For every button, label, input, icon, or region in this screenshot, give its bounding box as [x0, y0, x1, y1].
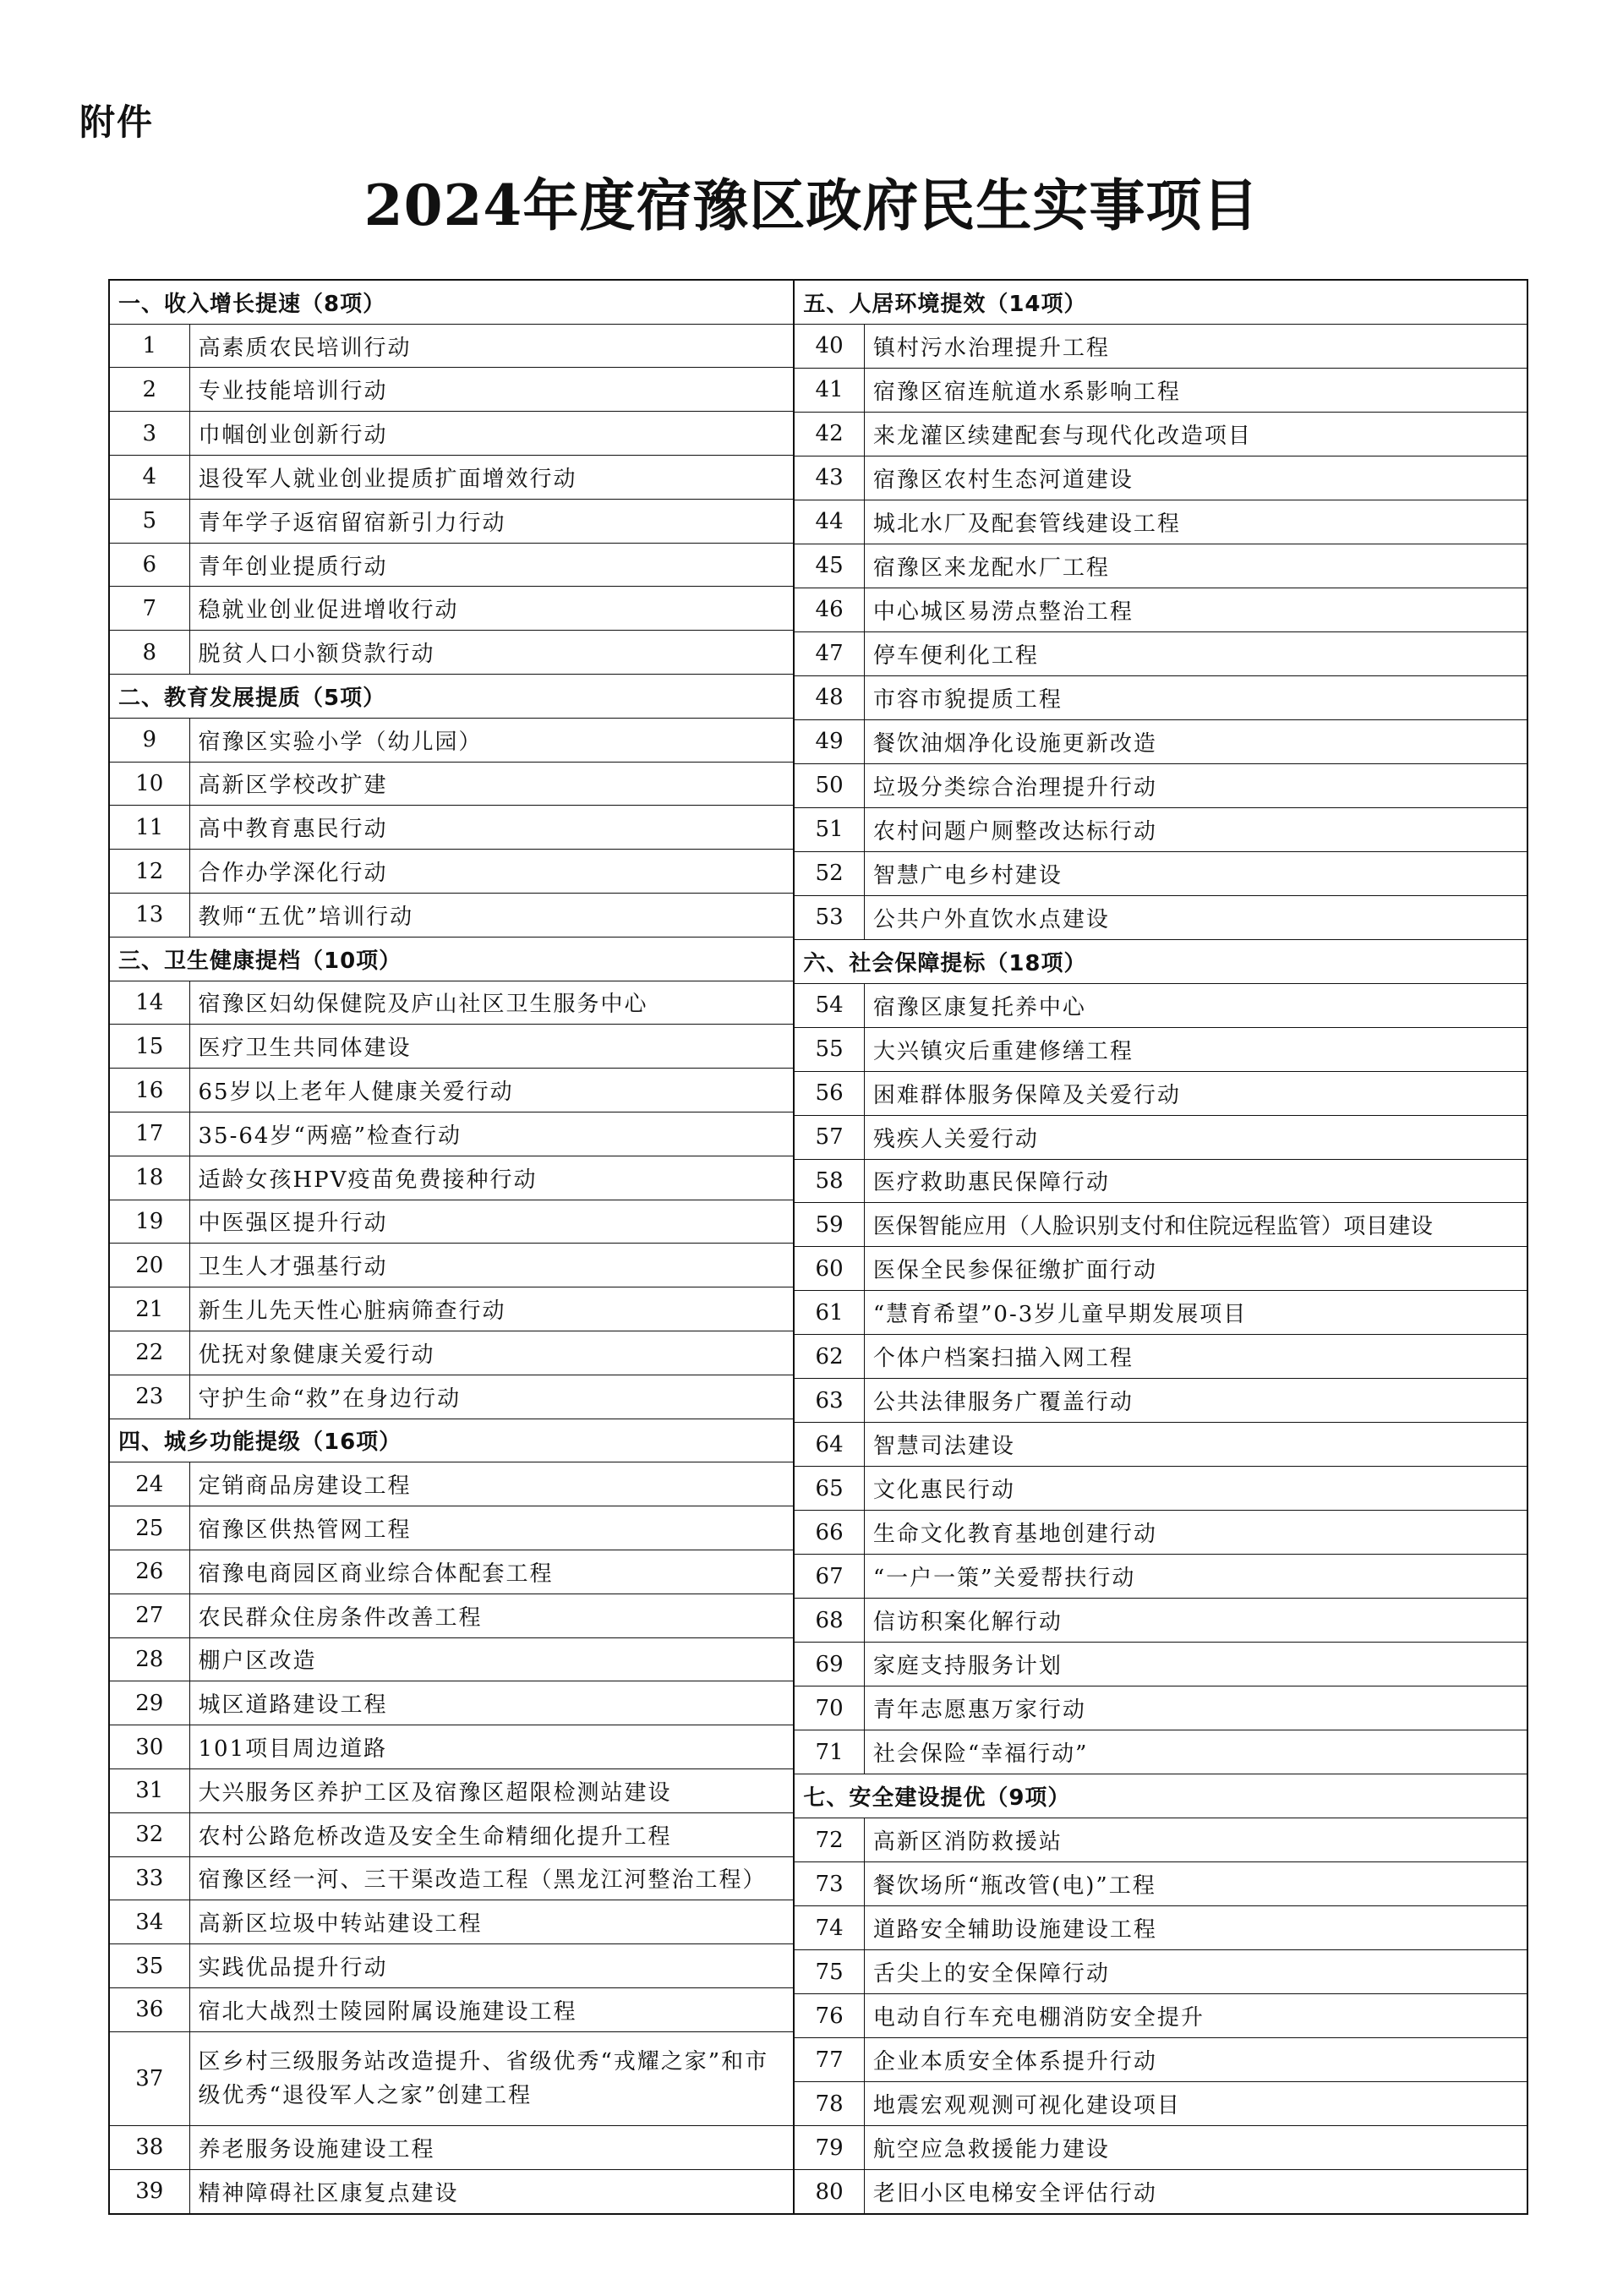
table-row — [795, 412, 1527, 456]
table-row — [795, 1862, 1527, 1906]
table-row — [110, 1768, 793, 1812]
item-number: 56 — [795, 1071, 864, 1115]
table-row — [795, 1994, 1527, 2038]
table-row — [110, 587, 793, 631]
item-number: 9 — [110, 718, 189, 762]
page-title: 2024年度宿豫区政府民生实事项目 — [363, 172, 1260, 238]
item-number: 33 — [110, 1856, 189, 1900]
item-number: 39 — [110, 2169, 189, 2213]
item-name: 城区道路建设工程 — [189, 1681, 793, 1725]
item-number: 26 — [110, 1550, 189, 1594]
item-number: 59 — [795, 1203, 864, 1247]
table-row — [110, 1287, 793, 1331]
table-row — [795, 544, 1527, 588]
item-name: 实践优品提升行动 — [189, 1944, 793, 1988]
item-name: 镇村污水治理提升工程 — [864, 324, 1527, 368]
table-row — [795, 675, 1527, 719]
table-row — [110, 1856, 793, 1900]
item-number: 80 — [795, 2170, 864, 2213]
item-name: 医疗救助惠民保障行动 — [864, 1159, 1527, 1203]
item-name: 公共法律服务广覆盖行动 — [864, 1379, 1527, 1423]
item-name: “慧育希望”0-3岁儿童早期发展项目 — [864, 1291, 1527, 1335]
item-name: 智慧广电乡村建设 — [864, 851, 1527, 895]
item-name: 餐饮场所“瓶改管(电)”工程 — [864, 1862, 1527, 1906]
table-row — [110, 456, 793, 500]
table-row — [110, 1025, 793, 1069]
item-name: 定销商品房建设工程 — [189, 1462, 793, 1506]
item-number: 72 — [795, 1818, 864, 1862]
item-number: 66 — [795, 1511, 864, 1555]
item-name: 高中教育惠民行动 — [189, 806, 793, 850]
item-number: 54 — [795, 983, 864, 1027]
item-number: 48 — [795, 675, 864, 719]
project-table — [108, 279, 1528, 2215]
item-number: 20 — [110, 1244, 189, 1287]
table-row — [795, 1643, 1527, 1686]
item-number: 62 — [795, 1335, 864, 1379]
item-number: 27 — [110, 1594, 189, 1637]
item-name: 来龙灌区续建配套与现代化改造项目 — [864, 412, 1527, 456]
item-name: 高新区学校改扩建 — [189, 762, 793, 806]
table-left-column — [110, 281, 795, 2213]
table-row — [795, 1906, 1527, 1950]
table-row — [795, 1379, 1527, 1423]
table-row — [110, 1112, 793, 1156]
category-row — [795, 1774, 1527, 1818]
table-row — [795, 1071, 1527, 1115]
item-number: 51 — [795, 807, 864, 851]
item-name: 棚户区改造 — [189, 1637, 793, 1681]
item-name: 企业本质安全体系提升行动 — [864, 2038, 1527, 2082]
item-number: 35 — [110, 1944, 189, 1988]
table-row — [795, 2126, 1527, 2170]
item-name: 老旧小区电梯安全评估行动 — [864, 2170, 1527, 2213]
item-number: 47 — [795, 631, 864, 675]
item-name: 合作办学深化行动 — [189, 850, 793, 894]
table-row — [110, 2031, 793, 2125]
category-row — [795, 939, 1527, 983]
item-number: 5 — [110, 499, 189, 543]
item-name: 生命文化教育基地创建行动 — [864, 1511, 1527, 1555]
item-name: 宿豫区来龙配水厂工程 — [864, 544, 1527, 588]
table-row — [110, 2125, 793, 2169]
item-name: 农民群众住房条件改善工程 — [189, 1594, 793, 1637]
item-name: 退役军人就业创业提质扩面增效行动 — [189, 456, 793, 500]
item-number: 68 — [795, 1599, 864, 1643]
table-row — [110, 499, 793, 543]
item-name: 高素质农民培训行动 — [189, 324, 793, 368]
table-row — [795, 1686, 1527, 1730]
item-name: 困难群体服务保障及关爱行动 — [864, 1071, 1527, 1115]
table-row — [795, 1818, 1527, 1862]
item-number: 13 — [110, 893, 189, 937]
table-row — [795, 631, 1527, 675]
item-name: 宿豫区妇幼保健院及庐山社区卫生服务中心 — [189, 981, 793, 1025]
item-number: 53 — [795, 895, 864, 939]
table-row — [110, 1244, 793, 1287]
item-number: 4 — [110, 456, 189, 500]
item-name: 精神障碍社区康复点建设 — [189, 2169, 793, 2213]
item-number: 71 — [795, 1730, 864, 1774]
item-name: 教师“五优”培训行动 — [189, 893, 793, 937]
item-number: 10 — [110, 762, 189, 806]
item-number: 28 — [110, 1637, 189, 1681]
item-number: 30 — [110, 1725, 189, 1769]
category-heading: 七、安全建设提优（9项） — [795, 1774, 1527, 1818]
item-name: 101项目周边道路 — [189, 1725, 793, 1769]
table-row — [110, 412, 793, 456]
item-number: 16 — [110, 1069, 189, 1112]
item-number: 6 — [110, 543, 189, 587]
item-number: 25 — [110, 1506, 189, 1550]
item-name: 垃圾分类综合治理提升行动 — [864, 763, 1527, 807]
table-row — [110, 1944, 793, 1988]
table-row — [795, 1247, 1527, 1291]
item-name: 停车便利化工程 — [864, 631, 1527, 675]
item-name: 宿豫区农村生态河道建设 — [864, 456, 1527, 500]
table-row — [795, 1599, 1527, 1643]
item-name: 农村公路危桥改造及安全生命精细化提升工程 — [189, 1812, 793, 1856]
category-row — [110, 1419, 793, 1462]
item-number: 78 — [795, 2082, 864, 2126]
table-row — [795, 1511, 1527, 1555]
table-row — [110, 1812, 793, 1856]
item-number: 22 — [110, 1331, 189, 1375]
item-number: 73 — [795, 1862, 864, 1906]
item-name: 医疗卫生共同体建设 — [189, 1025, 793, 1069]
table-row — [795, 1203, 1527, 1247]
item-number: 19 — [110, 1200, 189, 1244]
item-name: 社会保险“幸福行动” — [864, 1730, 1527, 1774]
item-name: 医保全民参保征缴扩面行动 — [864, 1247, 1527, 1291]
item-name: 宿豫区实验小学（幼儿园） — [189, 718, 793, 762]
table-row — [110, 1550, 793, 1594]
table-row — [110, 1156, 793, 1200]
item-number: 40 — [795, 324, 864, 368]
table-row — [795, 1467, 1527, 1511]
item-name: 文化惠民行动 — [864, 1467, 1527, 1511]
table-row — [110, 1594, 793, 1637]
item-number: 2 — [110, 368, 189, 412]
table-right-column — [795, 281, 1527, 2213]
item-name: 电动自行车充电棚消防安全提升 — [864, 1994, 1527, 2038]
category-row — [110, 675, 793, 719]
item-name: 道路安全辅助设施建设工程 — [864, 1906, 1527, 1950]
table-row — [110, 1637, 793, 1681]
item-name: 智慧司法建设 — [864, 1423, 1527, 1467]
table-row — [110, 1375, 793, 1419]
item-number: 70 — [795, 1686, 864, 1730]
item-number: 50 — [795, 763, 864, 807]
table-row — [795, 719, 1527, 763]
table-row — [110, 368, 793, 412]
category-heading: 三、卫生健康提档（10项） — [110, 937, 793, 981]
table-row — [110, 1069, 793, 1112]
item-number: 8 — [110, 631, 189, 675]
item-number: 44 — [795, 500, 864, 544]
item-number: 29 — [110, 1681, 189, 1725]
item-number: 76 — [795, 1994, 864, 2038]
item-name: 大兴镇灾后重建修缮工程 — [864, 1027, 1527, 1071]
item-number: 52 — [795, 851, 864, 895]
item-name: “一户一策”关爱帮扶行动 — [864, 1555, 1527, 1599]
table-row — [110, 1200, 793, 1244]
category-row — [110, 281, 793, 324]
item-name: 个体户档案扫描入网工程 — [864, 1335, 1527, 1379]
table-row — [110, 1681, 793, 1725]
item-name: 信访积案化解行动 — [864, 1599, 1527, 1643]
table-row — [795, 983, 1527, 1027]
item-number: 46 — [795, 588, 864, 631]
item-name: 高新区垃圾中转站建设工程 — [189, 1900, 793, 1944]
item-name: 中医强区提升行动 — [189, 1200, 793, 1244]
category-heading: 五、人居环境提效（14项） — [803, 291, 1087, 317]
table-row — [795, 2082, 1527, 2126]
item-name: 卫生人才强基行动 — [189, 1244, 793, 1287]
table-row — [110, 1331, 793, 1375]
table-row — [795, 2170, 1527, 2213]
table-row — [795, 368, 1527, 412]
table-row — [795, 763, 1527, 807]
item-number: 38 — [110, 2125, 189, 2169]
item-number: 67 — [795, 1555, 864, 1599]
item-name: 残疾人关爱行动 — [864, 1115, 1527, 1159]
item-number: 69 — [795, 1643, 864, 1686]
item-number: 45 — [795, 544, 864, 588]
table-row — [795, 1291, 1527, 1335]
item-name: 稳就业创业促进增收行动 — [189, 587, 793, 631]
item-number: 42 — [795, 412, 864, 456]
item-number: 43 — [795, 456, 864, 500]
table-row — [110, 1725, 793, 1769]
item-name: 舌尖上的安全保障行动 — [864, 1950, 1527, 1994]
item-number: 36 — [110, 1987, 189, 2031]
table-row — [795, 1730, 1527, 1774]
item-name: 航空应急救援能力建设 — [864, 2126, 1527, 2170]
table-row — [795, 1335, 1527, 1379]
category-heading: 四、城乡功能提级（16项） — [110, 1419, 793, 1462]
table-row — [795, 456, 1527, 500]
item-number: 75 — [795, 1950, 864, 1994]
table-row — [110, 543, 793, 587]
item-number: 24 — [110, 1462, 189, 1506]
item-name: 优抚对象健康关爱行动 — [189, 1331, 793, 1375]
item-name: 青年学子返宿留宿新引力行动 — [189, 499, 793, 543]
table-row — [795, 1159, 1527, 1203]
item-number: 58 — [795, 1159, 864, 1203]
item-name: 大兴服务区养护工区及宿豫区超限检测站建设 — [189, 1768, 793, 1812]
item-number: 21 — [110, 1287, 189, 1331]
item-name: 区乡村三级服务站改造提升、省级优秀“戎耀之家”和市级优秀“退役军人之家”创建工程 — [189, 2031, 793, 2125]
item-number: 57 — [795, 1115, 864, 1159]
table-row — [795, 500, 1527, 544]
item-name: 高新区消防救援站 — [864, 1818, 1527, 1862]
item-name: 宿北大战烈士陵园附属设施建设工程 — [189, 1987, 793, 2031]
table-row — [110, 893, 793, 937]
item-number: 41 — [795, 368, 864, 412]
item-number: 34 — [110, 1900, 189, 1944]
table-row — [110, 2169, 793, 2213]
item-name: 宿豫电商园区商业综合体配套工程 — [189, 1550, 793, 1594]
item-number: 55 — [795, 1027, 864, 1071]
item-number: 11 — [110, 806, 189, 850]
item-name: 新生儿先天性心脏病筛查行动 — [189, 1287, 793, 1331]
table-row — [795, 1555, 1527, 1599]
item-name: 公共户外直饮水点建设 — [864, 895, 1527, 939]
item-name: 宿豫区康复托养中心 — [864, 983, 1527, 1027]
item-name: 市容市貌提质工程 — [864, 675, 1527, 719]
item-number: 64 — [795, 1423, 864, 1467]
item-number: 49 — [795, 719, 864, 763]
item-name: 中心城区易涝点整治工程 — [864, 588, 1527, 631]
item-number: 60 — [795, 1247, 864, 1291]
item-name: 地震宏观观测可视化建设项目 — [864, 2082, 1527, 2126]
table-row — [110, 1506, 793, 1550]
item-number: 61 — [795, 1291, 864, 1335]
table-row — [110, 1900, 793, 1944]
item-number: 79 — [795, 2126, 864, 2170]
item-name: 宿豫区经一河、三干渠改造工程（黑龙江河整治工程） — [189, 1856, 793, 1900]
item-number: 1 — [110, 324, 189, 368]
item-name: 专业技能培训行动 — [189, 368, 793, 412]
category-heading: 二、教育发展提质（5项） — [110, 675, 793, 719]
item-number: 23 — [110, 1375, 189, 1419]
category-heading: 六、社会保障提标（18项） — [795, 939, 1527, 983]
item-name: 宿豫区供热管网工程 — [189, 1506, 793, 1550]
table-row — [110, 981, 793, 1025]
item-number: 3 — [110, 412, 189, 456]
item-name: 医保智能应用（人脸识别支付和住院远程监管）项目建设 — [864, 1203, 1527, 1247]
item-number: 74 — [795, 1906, 864, 1950]
item-number: 65 — [795, 1467, 864, 1511]
category-row — [795, 281, 1527, 324]
table-row — [795, 1423, 1527, 1467]
item-number: 7 — [110, 587, 189, 631]
item-name: 农村问题户厕整改达标行动 — [864, 807, 1527, 851]
item-name: 守护生命“救”在身边行动 — [189, 1375, 793, 1419]
item-name: 脱贫人口小额贷款行动 — [189, 631, 793, 675]
table-row — [795, 2038, 1527, 2082]
table-row — [110, 718, 793, 762]
item-name: 青年创业提质行动 — [189, 543, 793, 587]
item-name: 餐饮油烟净化设施更新改造 — [864, 719, 1527, 763]
attachment-label: 附件 — [79, 101, 155, 143]
table-row — [795, 1950, 1527, 1994]
table-row — [795, 851, 1527, 895]
table-row — [795, 588, 1527, 631]
table-row — [110, 1462, 793, 1506]
item-number: 77 — [795, 2038, 864, 2082]
category-row — [110, 937, 793, 981]
item-number: 15 — [110, 1025, 189, 1069]
item-number: 17 — [110, 1112, 189, 1156]
table-row — [110, 631, 793, 675]
table-row — [110, 1987, 793, 2031]
category-heading: 一、收入增长提速（8项） — [118, 291, 386, 317]
item-number: 14 — [110, 981, 189, 1025]
table-row — [110, 806, 793, 850]
table-row — [110, 850, 793, 894]
item-number: 18 — [110, 1156, 189, 1200]
item-name: 养老服务设施建设工程 — [189, 2125, 793, 2169]
table-row — [110, 762, 793, 806]
item-name: 家庭支持服务计划 — [864, 1643, 1527, 1686]
table-row — [795, 324, 1527, 368]
item-number: 31 — [110, 1768, 189, 1812]
item-name: 城北水厂及配套管线建设工程 — [864, 500, 1527, 544]
item-name: 适龄女孩HPV疫苗免费接种行动 — [189, 1156, 793, 1200]
item-name: 巾帼创业创新行动 — [189, 412, 793, 456]
item-name: 宿豫区宿连航道水系影响工程 — [864, 368, 1527, 412]
item-name: 65岁以上老年人健康关爱行动 — [189, 1069, 793, 1112]
table-row — [795, 807, 1527, 851]
table-row — [795, 1027, 1527, 1071]
item-number: 37 — [110, 2031, 189, 2125]
item-number: 32 — [110, 1812, 189, 1856]
table-row — [795, 895, 1527, 939]
table-row — [110, 324, 793, 368]
item-name: 35-64岁“两癌”检查行动 — [189, 1112, 793, 1156]
item-number: 63 — [795, 1379, 864, 1423]
item-number: 12 — [110, 850, 189, 894]
table-row — [795, 1115, 1527, 1159]
item-name: 青年志愿惠万家行动 — [864, 1686, 1527, 1730]
